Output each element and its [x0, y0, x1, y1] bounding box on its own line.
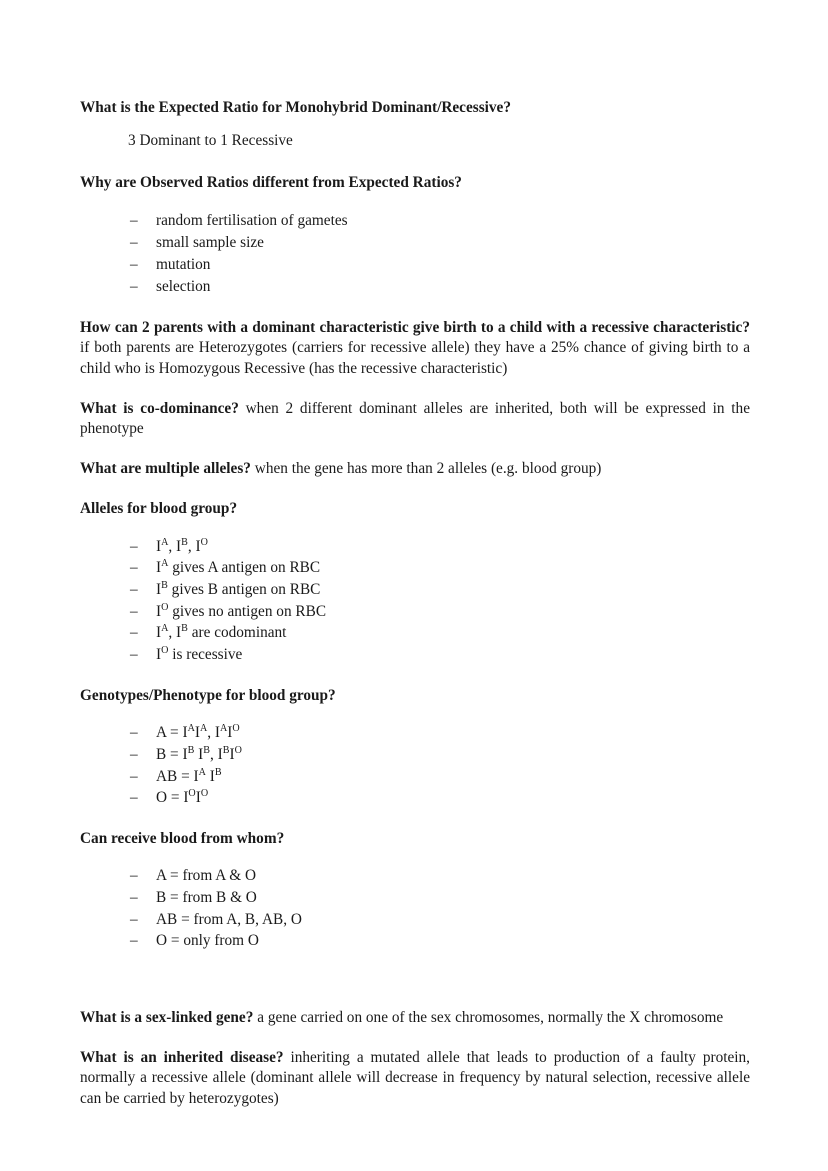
list-item: – $I^O$ gives no antigen on RBC	[80, 601, 750, 623]
question-expected-ratio	[80, 98, 750, 118]
list-item: – selection	[80, 276, 750, 298]
question-blood-compatibility	[80, 829, 750, 849]
question-blood-group-genotypes	[80, 686, 750, 706]
list-item: – B = from B & O	[80, 887, 750, 909]
question-text: Genotypes/Phenotype for blood group?	[80, 686, 336, 704]
question-text: How can 2 parents with a dominant characteristic give birth to a child with a recessive characteristic?	[80, 319, 750, 337]
list-item: – $B = I^B$ $I^B$, $I^BI^O$	[80, 744, 750, 766]
list-item: – O = only from O	[80, 930, 750, 952]
document-content	[80, 98, 750, 1109]
question-observed-vs-expected	[80, 173, 750, 193]
list-item: – $A = I^AI^A$, $I^AI^O$	[80, 722, 750, 744]
question-two-dominant-parents	[80, 318, 750, 379]
answer-text: when the gene has more than 2 alleles (e.g. blood group)	[250, 460, 602, 478]
list-item: – A = from A & O	[80, 865, 750, 887]
list-item: – AB = from A, B, AB, O	[80, 909, 750, 931]
list-item: – $O = I^OI^O$	[80, 787, 750, 809]
answer-text: inheriting a mutated allele that leads to production of a faulty protein, normally a recessive allele (dominant allele will decrease in frequency by natural selection, recessive allele can be carried by heterozygotes)	[80, 1049, 750, 1107]
question-text: What is co-dominance?	[80, 399, 239, 417]
list-item: – $I^A$ gives A antigen on RBC	[80, 557, 750, 579]
list-blood-group-alleles	[80, 536, 750, 666]
answer-text: if both parents are Heterozygotes (carriers for recessive allele) they have a 25% chance of giving birth to a child who is Homozygous Recessive (has the recessive characteristic)	[80, 339, 750, 377]
question-text: What are multiple alleles?	[80, 460, 251, 478]
answer-expected-ratio: 3 Dominant to 1 Recessive	[128, 132, 293, 150]
section-spacer	[80, 972, 750, 1008]
list-blood-group-genotypes	[80, 722, 750, 809]
list-item: – random fertilisation of gametes	[80, 210, 750, 232]
question-text: Why are Observed Ratios different from Expected Ratios?	[80, 174, 462, 192]
answer-text: when 2 different dominant alleles are inherited, both will be expressed in the phenotype	[80, 399, 750, 437]
answer-text: a gene carried on one of the sex chromosomes, normally the X chromosome	[253, 1009, 724, 1026]
question-text: Alleles for blood group?	[80, 500, 238, 518]
question-multiple-alleles	[80, 459, 750, 479]
question-inherited-disease	[80, 1048, 750, 1109]
question-codominance	[80, 399, 750, 439]
question-sex-linked-gene	[80, 1008, 750, 1028]
list-item: – mutation	[80, 254, 750, 276]
list-blood-compatibility	[80, 865, 750, 952]
list-item: – $I^O$ is recessive	[80, 644, 750, 666]
list-observed-ratio-reasons	[80, 210, 750, 299]
question-text: What is an inherited disease?	[80, 1049, 284, 1067]
list-item: – small sample size	[80, 232, 750, 254]
question-text: What is the Expected Ratio for Monohybrid Dominant/Recessive?	[80, 99, 511, 116]
list-item: – $I^A$, $I^B$ are codominant	[80, 622, 750, 644]
question-text: Can receive blood from whom?	[80, 829, 285, 847]
list-item: – $I^B$ gives B antigen on RBC	[80, 579, 750, 601]
question-blood-group-alleles	[80, 499, 750, 519]
list-item: – $I^A$, $I^B$, $I^O$	[80, 536, 750, 558]
list-item: – AB = $I^A$ $I^B$	[80, 766, 750, 788]
question-text: What is a sex-linked gene?	[80, 1009, 254, 1026]
